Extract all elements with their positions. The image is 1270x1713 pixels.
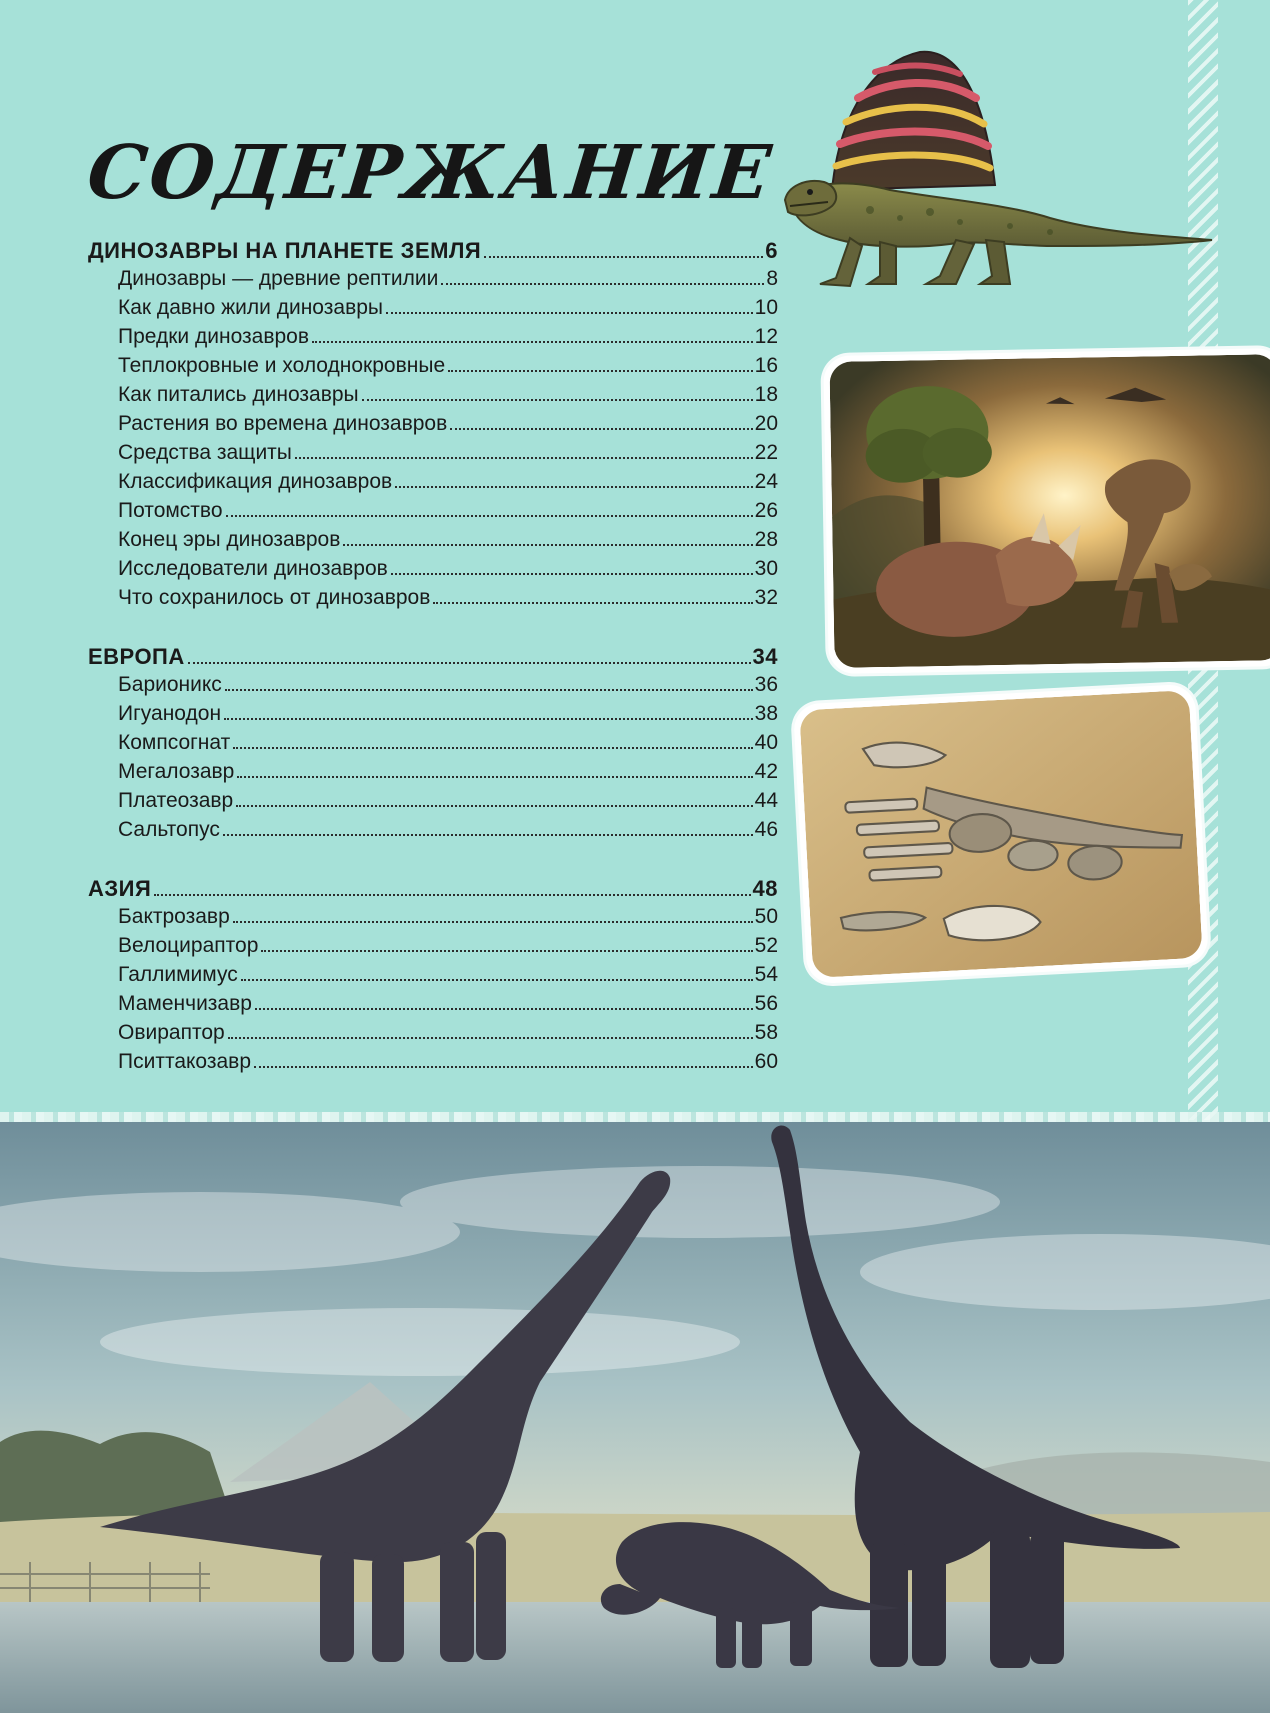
dot-leader (261, 950, 752, 952)
toc-page-number: 30 (754, 557, 778, 580)
toc-page-number: 26 (754, 499, 778, 522)
dot-leader (362, 399, 753, 401)
dot-leader (228, 1037, 753, 1039)
toc-entry[interactable] (88, 470, 778, 499)
toc-entry-title: АЗИЯ (88, 876, 152, 901)
toc-page-number: 20 (754, 412, 778, 435)
toc-page-number: 12 (754, 325, 778, 348)
toc-page-number: 6 (765, 238, 778, 263)
toc-entry-title: Как питались динозавры (118, 383, 359, 406)
toc-page-number: 58 (754, 1021, 778, 1044)
toc-entry[interactable] (88, 296, 778, 325)
toc-entry-title: Теплокровные и холоднокровные (118, 354, 446, 377)
toc-entry-title: Пситтакозавр (118, 1050, 252, 1073)
dimetrodon-illustration (780, 40, 1220, 310)
toc-entry-title: Мегалозавр (118, 760, 235, 783)
toc-page-number: 44 (754, 789, 778, 812)
toc-section-gap (88, 847, 778, 876)
toc-page-number: 10 (754, 296, 778, 319)
toc-page-number: 34 (752, 644, 778, 669)
toc-entry-title: Как давно жили динозавры (118, 296, 383, 319)
toc-page-number: 18 (754, 383, 778, 406)
toc-entry-title: Динозавры — древние рептилии (118, 267, 439, 290)
toc-page-number: 42 (754, 760, 778, 783)
toc-entry-title: Классификация динозавров (118, 470, 393, 493)
toc-entry[interactable] (88, 557, 778, 586)
page-title: СОДЕРЖАНИЕ (83, 130, 778, 216)
dot-leader (433, 602, 752, 604)
toc-entry[interactable] (88, 905, 778, 934)
dot-leader (233, 921, 753, 923)
dot-leader (223, 834, 753, 836)
dot-leader (154, 894, 750, 896)
dot-leader (237, 776, 752, 778)
toc-entry[interactable] (88, 499, 778, 528)
toc-entry[interactable] (88, 963, 778, 992)
fossil-skeleton-sand-photo (793, 684, 1209, 985)
toc-entry[interactable] (88, 731, 778, 760)
toc-entry-title: Велоцираптор (118, 934, 259, 957)
toc-section-gap (88, 615, 778, 644)
toc-page-number: 8 (766, 267, 778, 290)
dot-leader (255, 1008, 753, 1010)
toc-entry-title: ЕВРОПА (88, 644, 185, 669)
dot-leader (343, 544, 752, 546)
toc-entry[interactable] (88, 325, 778, 354)
dot-leader (386, 312, 753, 314)
toc-entry-title: Сальтопус (118, 818, 220, 841)
toc-entry[interactable] (88, 354, 778, 383)
toc-section-heading[interactable] (88, 238, 778, 267)
toc-page-number: 50 (754, 905, 778, 928)
toc-page-number: 54 (754, 963, 778, 986)
toc-entry[interactable] (88, 992, 778, 1021)
toc-entry-title: Маменчизавр (118, 992, 252, 1015)
toc-page-number: 52 (754, 934, 778, 957)
toc-page-number: 22 (754, 441, 778, 464)
toc-page-number: 60 (754, 1050, 778, 1073)
dot-leader (236, 805, 752, 807)
dot-leader (224, 718, 753, 720)
toc-entry-title: Исследователи динозавров (118, 557, 388, 580)
toc-entry-title: Конец эры динозавров (118, 528, 341, 551)
dot-leader (391, 573, 753, 575)
toc-entry-title: Что сохранилось от динозавров (118, 586, 431, 609)
toc-page-number: 56 (754, 992, 778, 1015)
toc-entry[interactable] (88, 383, 778, 412)
dot-leader (226, 515, 753, 517)
toc-entry-title: Растения во времена динозавров (118, 412, 448, 435)
toc-page-number: 24 (754, 470, 778, 493)
toc-entry[interactable] (88, 818, 778, 847)
toc-page-number: 28 (754, 528, 778, 551)
dot-leader (295, 457, 753, 459)
toc-entry[interactable] (88, 702, 778, 731)
toc-entry-title: Потомство (118, 499, 223, 522)
toc-entry[interactable] (88, 412, 778, 441)
toc-entry-title: Барионикс (118, 673, 222, 696)
toc-page-number: 46 (754, 818, 778, 841)
toc-page-number: 16 (754, 354, 778, 377)
toc-entry-title: ДИНОЗАВРЫ НА ПЛАНЕТЕ ЗЕМЛЯ (88, 238, 482, 263)
toc-entry-title: Овираптор (118, 1021, 225, 1044)
toc-section-heading[interactable] (88, 876, 778, 905)
brachiosaurus-herd-landscape (0, 1122, 1270, 1713)
toc-entry-title: Игуанодон (118, 702, 222, 725)
toc-page-number: 48 (752, 876, 778, 901)
toc-entry[interactable] (88, 1021, 778, 1050)
table-of-contents (88, 238, 778, 1079)
toc-page-number: 32 (754, 586, 778, 609)
toc-entry-title: Средства защиты (118, 441, 292, 464)
dot-leader (395, 486, 752, 488)
toc-entry[interactable] (88, 789, 778, 818)
toc-entry-title: Галлимимус (118, 963, 238, 986)
dot-leader (312, 341, 753, 343)
dot-leader (188, 662, 751, 664)
toc-entry[interactable] (88, 528, 778, 557)
dot-leader (448, 370, 753, 372)
dot-leader (233, 747, 752, 749)
dot-leader (441, 283, 764, 285)
toc-entry-title: Предки динозавров (118, 325, 309, 348)
dot-leader (225, 689, 753, 691)
toc-page-number: 36 (754, 673, 778, 696)
toc-entry-title: Компсогнат (118, 731, 231, 754)
toc-entry[interactable] (88, 267, 778, 296)
toc-entry-title: Бактрозавр (118, 905, 230, 928)
toc-entry[interactable] (88, 441, 778, 470)
toc-entry[interactable] (88, 760, 778, 789)
toc-entry[interactable] (88, 1050, 778, 1079)
toc-section-heading[interactable] (88, 644, 778, 673)
toc-entry[interactable] (88, 673, 778, 702)
toc-entry[interactable] (88, 934, 778, 963)
dot-leader (254, 1066, 753, 1068)
dot-leader (484, 256, 763, 258)
toc-page-number: 40 (754, 731, 778, 754)
toc-entry-title: Платеозавр (118, 789, 234, 812)
dot-leader (450, 428, 752, 430)
triceratops-trex-scene-photo (823, 348, 1270, 674)
toc-page-number: 38 (754, 702, 778, 725)
dot-leader (241, 979, 753, 981)
toc-entry[interactable] (88, 586, 778, 615)
